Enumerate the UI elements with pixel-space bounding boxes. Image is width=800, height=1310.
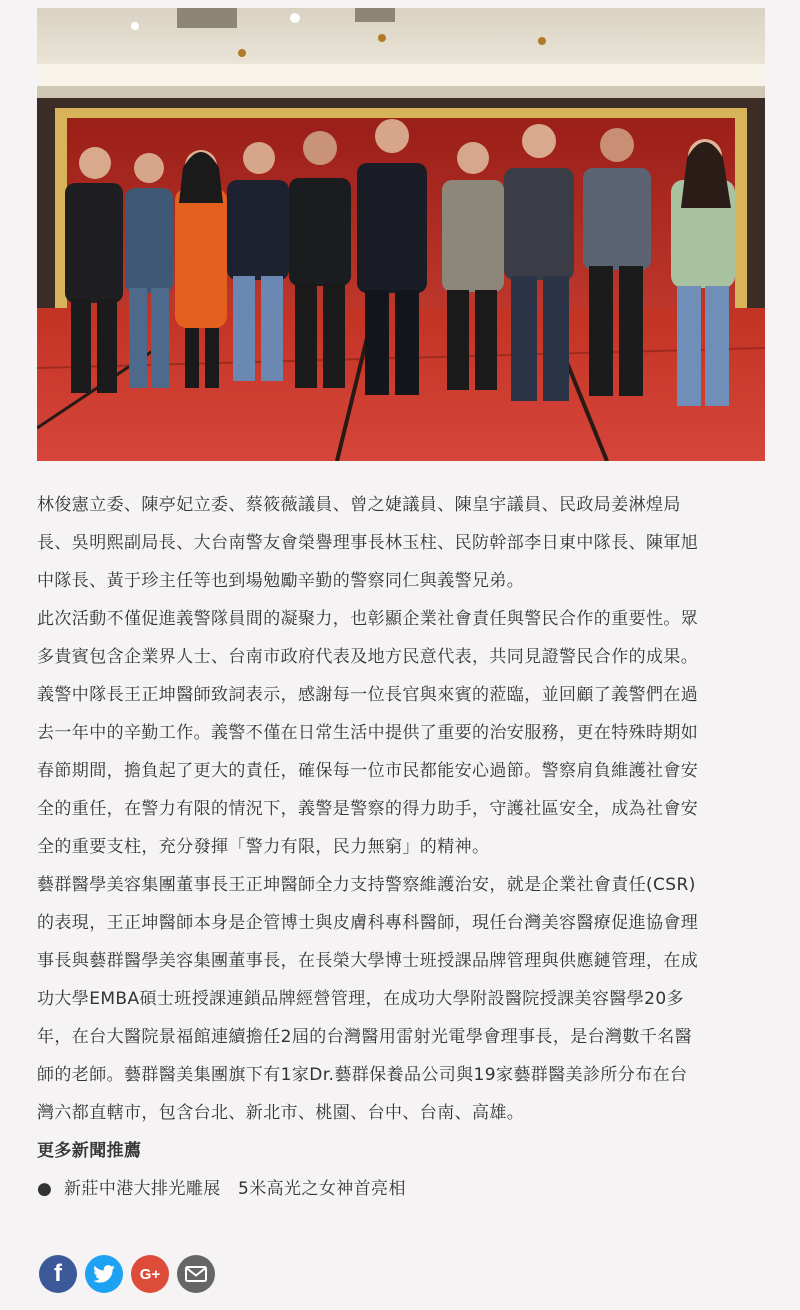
related-news-heading: 更多新聞推薦 xyxy=(37,1141,142,1161)
facebook-icon: f xyxy=(54,1260,62,1287)
text-line: 年，在台大醫院景福館連續擔任2屆的台灣醫用雷射光電學會理事長，是台灣數千名醫 xyxy=(37,1027,693,1047)
text-line: 的表現，王正坤醫師本身是企管博士與皮膚科專科醫師，現任台灣美容醫療促進協會理 xyxy=(37,913,699,933)
article-paragraph xyxy=(37,600,767,676)
email-share-button[interactable] xyxy=(177,1255,215,1293)
google-plus-share-button[interactable] xyxy=(131,1255,169,1293)
text-line: 長、吳明熙副局長、大台南警友會榮譽理事長林玉柱、民防幹部李日東中隊長、陳軍旭 xyxy=(37,533,699,553)
related-news-item[interactable] xyxy=(37,1170,767,1208)
article-paragraph xyxy=(37,676,767,866)
article-body xyxy=(37,486,767,1208)
article-paragraph xyxy=(37,866,767,1132)
share-buttons xyxy=(39,1255,215,1293)
text-line: 灣六都直轄市，包含台北、新北市、桃園、台中、台南、高雄。 xyxy=(37,1103,525,1123)
article-photo xyxy=(37,8,765,461)
twitter-share-button[interactable] xyxy=(85,1255,123,1293)
facebook-share-button[interactable] xyxy=(39,1255,77,1293)
text-line: 事長與藝群醫學美容集團董事長，在長榮大學博士班授課品牌管理與供應鏈管理，在成 xyxy=(37,951,699,971)
text-line: 林俊憲立委、陳亭妃立委、蔡筱薇議員、曾之婕議員、陳皇宇議員、民政局姜淋煌局 xyxy=(37,495,681,515)
related-news-link[interactable]: 新莊中港大排光雕展 5米高光之女神首亮相 xyxy=(64,1179,406,1199)
text-line: 全的重要支柱，充分發揮「警力有限，民力無窮」的精神。 xyxy=(37,837,490,857)
text-line: 功大學EMBA碩士班授課連鎖品牌經營管理，在成功大學附設醫院授課美容醫學20多 xyxy=(37,989,684,1009)
text-line: 春節期間，擔負起了更大的責任，確保每一位市民都能安心過節。警察肩負維護社會安 xyxy=(37,761,699,781)
text-line: 去一年中的辛勤工作。義警不僅在日常生活中提供了重要的治安服務，更在特殊時期如 xyxy=(37,723,699,743)
text-line: 師的老師。藝群醫美集團旗下有1家Dr.藝群保養品公司與19家藝群醫美診所分布在台 xyxy=(37,1065,688,1085)
text-line: 多貴賓包含企業界人士、台南市政府代表及地方民意代表，共同見證警民合作的成果。 xyxy=(37,647,699,667)
text-line: 此次活動不僅促進義警隊員間的凝聚力，也彰顯企業社會責任與警民合作的重要性。眾 xyxy=(37,609,699,629)
group-photo-illustration xyxy=(37,8,765,461)
text-line: 義警中隊長王正坤醫師致詞表示，感謝每一位長官與來賓的蒞臨，並回顧了義警們在過 xyxy=(37,685,699,705)
text-line: 全的重任，在警力有限的情況下，義警是警察的得力助手，守護社區安全，成為社會安 xyxy=(37,799,699,819)
article-paragraph xyxy=(37,486,767,600)
google-plus-icon: G+ xyxy=(139,1265,161,1283)
bullet-icon: ● xyxy=(37,1179,53,1199)
email-icon xyxy=(185,1266,207,1282)
text-line: 藝群醫學美容集團董事長王正坤醫師全力支持警察維護治安，就是企業社會責任(CSR) xyxy=(37,875,696,895)
twitter-icon xyxy=(93,1265,115,1283)
text-line: 中隊長、黃于珍主任等也到場勉勵辛勤的警察同仁與義警兄弟。 xyxy=(37,571,525,591)
